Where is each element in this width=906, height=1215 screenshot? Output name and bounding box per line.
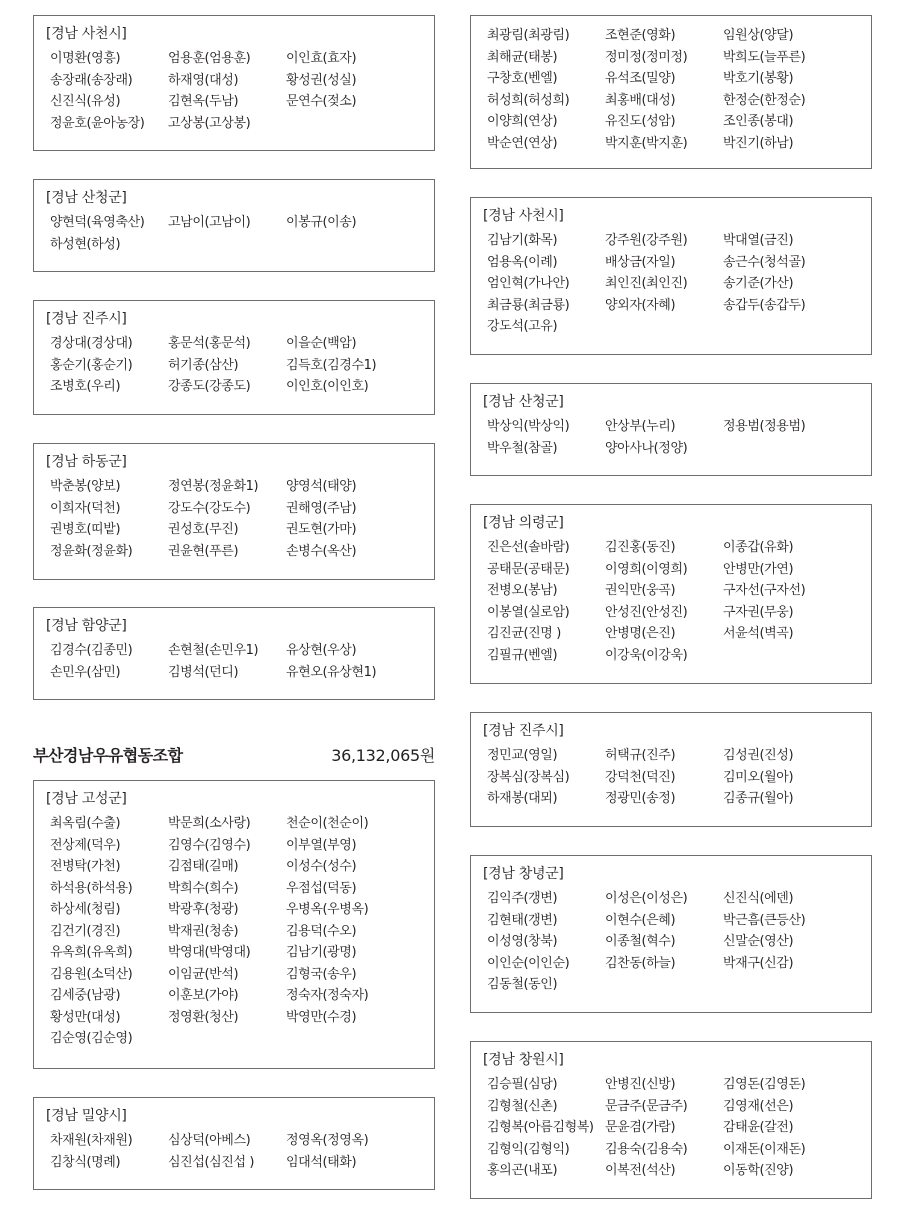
member-name: 유상현(우상) bbox=[286, 643, 357, 658]
member-name: 양외자(자혜) bbox=[605, 297, 676, 313]
region-box-jinju-2 bbox=[470, 712, 872, 827]
member-name: 신진식(유성) bbox=[50, 94, 121, 109]
member-name: 김용덕(수오) bbox=[286, 923, 357, 939]
member-name: 송장래(송장래) bbox=[50, 72, 133, 88]
member-name: 김형국(송우) bbox=[286, 966, 357, 982]
member-name: 구창호(벤엘) bbox=[487, 71, 558, 86]
member-name: 허택규(진주) bbox=[605, 748, 676, 763]
member-name: 전병오(봉남) bbox=[487, 583, 558, 598]
region-title: [경남 밀양시] bbox=[46, 1108, 127, 1124]
member-name: 이인순(이인순) bbox=[487, 955, 570, 971]
member-name: 이을순(백암) bbox=[286, 336, 357, 351]
member-name: 김진홍(동진) bbox=[605, 540, 676, 555]
member-name: 박근흠(큰등산) bbox=[723, 912, 806, 928]
member-name: 정미정(정미정) bbox=[605, 49, 688, 65]
member-name: 정용범(정용범) bbox=[723, 419, 806, 434]
member-name: 구자권(무웅) bbox=[723, 604, 794, 620]
member-name: 김남기(광명) bbox=[286, 945, 357, 960]
member-name: 허성희(허성희) bbox=[487, 92, 570, 108]
member-name: 강덕천(덕진) bbox=[605, 769, 676, 785]
region-title: [경남 산청군] bbox=[483, 394, 564, 410]
member-name: 양현덕(육영축산) bbox=[50, 215, 145, 230]
member-name: 강종도(강종도) bbox=[168, 379, 251, 394]
member-name: 김형익(김형익) bbox=[487, 1141, 570, 1157]
member-name: 하재영(대성) bbox=[168, 72, 239, 88]
member-name: 김종규(월아) bbox=[723, 791, 794, 806]
member-name: 경상대(경상대) bbox=[50, 336, 133, 351]
region-title: [경남 창녕군] bbox=[483, 866, 564, 882]
member-name: 유현오(유상현1) bbox=[286, 664, 377, 680]
member-name: 이명환(영흥) bbox=[50, 51, 121, 66]
name-grid bbox=[487, 230, 871, 338]
member-name: 김남기(화목) bbox=[487, 233, 558, 248]
member-name: 이성수(성수) bbox=[286, 859, 357, 874]
member-name: 김필규(벤엘) bbox=[487, 647, 558, 663]
region-title: [경남 의령군] bbox=[483, 515, 564, 531]
member-name: 장복심(장복심) bbox=[487, 769, 570, 785]
region-box-goseong bbox=[33, 780, 435, 1069]
member-name: 정민교(영일) bbox=[487, 748, 558, 763]
member-name: 최옥림(수출) bbox=[50, 816, 121, 831]
member-name: 조현준(영화) bbox=[605, 28, 676, 43]
member-name: 김영재(선은) bbox=[723, 1098, 794, 1114]
member-name: 이희자(덕천) bbox=[50, 500, 121, 516]
member-name: 김미오(월아) bbox=[723, 769, 794, 785]
member-name: 박문희(소사랑) bbox=[168, 816, 251, 831]
member-name: 배상금(자일) bbox=[605, 254, 676, 270]
member-name: 조인종(봉대) bbox=[723, 114, 794, 129]
member-name: 이부열(부영) bbox=[286, 837, 357, 853]
member-name: 이동학(진양) bbox=[723, 1163, 794, 1178]
member-name: 송갑두(송갑두) bbox=[723, 297, 806, 313]
member-name: 최금룡(최금룡) bbox=[487, 297, 570, 313]
member-name: 감태윤(갈전) bbox=[723, 1120, 794, 1135]
member-name: 유석조(밀양) bbox=[605, 71, 676, 86]
member-name: 김영돈(김영돈) bbox=[723, 1077, 806, 1092]
region-title: [경남 하동군] bbox=[46, 454, 127, 470]
org-name: 부산경남우유협동조합 bbox=[33, 745, 183, 765]
member-name: 이복전(석산) bbox=[605, 1163, 676, 1178]
member-name: 안병만(가연) bbox=[723, 561, 794, 577]
member-name: 엄용옥(이례) bbox=[487, 254, 558, 270]
region-title: [경남 산청군] bbox=[46, 190, 127, 206]
region-title: [경남 사천시] bbox=[46, 26, 127, 42]
region-title: [경남 창원시] bbox=[483, 1052, 564, 1068]
member-name: 심진섭(심진섭 ) bbox=[168, 1154, 255, 1170]
member-name: 이인호(이인호) bbox=[286, 379, 369, 394]
member-name: 이양희(연상) bbox=[487, 114, 558, 129]
member-name: 서윤석(벽곡) bbox=[723, 626, 794, 641]
region-title: [경남 진주시] bbox=[483, 723, 564, 739]
member-name: 박재구(신감) bbox=[723, 955, 794, 971]
member-name: 전병탁(가천) bbox=[50, 859, 121, 874]
org-header bbox=[33, 742, 435, 766]
member-name: 김익주(갱변) bbox=[487, 891, 558, 906]
member-name: 박희도(늘푸른) bbox=[723, 49, 806, 65]
member-name: 이임균(반석) bbox=[168, 966, 239, 982]
name-grid bbox=[50, 813, 434, 1050]
member-name: 송근수(청석골) bbox=[723, 254, 806, 270]
member-name: 천순이(천순이) bbox=[286, 816, 369, 831]
member-name: 김승필(심당) bbox=[487, 1077, 558, 1092]
member-name: 김용숙(김용숙) bbox=[605, 1141, 688, 1157]
region-title: [경남 고성군] bbox=[46, 791, 127, 807]
member-name: 정윤화(정윤화) bbox=[50, 543, 133, 559]
member-name: 홍문석(홍문석) bbox=[168, 336, 251, 351]
region-title: [경남 진주시] bbox=[46, 311, 127, 327]
name-grid bbox=[487, 416, 871, 459]
name-grid bbox=[50, 476, 434, 562]
member-name: 김형철(신촌) bbox=[487, 1098, 558, 1114]
member-name: 손병수(옥산) bbox=[286, 543, 357, 559]
name-grid bbox=[50, 212, 434, 255]
member-name: 진은선(솔바람) bbox=[487, 540, 570, 555]
member-name: 안병명(은진) bbox=[605, 626, 676, 641]
member-name: 하재봉(대뫼) bbox=[487, 791, 558, 806]
member-name: 고상봉(고상봉) bbox=[168, 115, 251, 131]
member-name: 최홍배(대성) bbox=[605, 92, 676, 108]
member-name: 김창식(명례) bbox=[50, 1154, 121, 1170]
member-name: 엄인혁(가나안) bbox=[487, 276, 570, 291]
member-name: 손민우(삼민) bbox=[50, 664, 121, 680]
member-name: 박대열(금진) bbox=[723, 233, 794, 248]
member-name: 양영석(태양) bbox=[286, 479, 357, 494]
member-name: 박순연(연상) bbox=[487, 135, 558, 151]
member-name: 한정순(한정순) bbox=[723, 92, 806, 108]
member-name: 박호기(봉황) bbox=[723, 71, 794, 86]
member-name: 정숙자(정숙자) bbox=[286, 988, 369, 1003]
member-name: 고남이(고남이) bbox=[168, 215, 251, 230]
member-name: 홍의곤(내포) bbox=[487, 1163, 558, 1178]
member-name: 김찬동(하늘) bbox=[605, 955, 676, 971]
member-name: 강도수(강도수) bbox=[168, 500, 251, 516]
member-name: 홍순기(홍순기) bbox=[50, 357, 133, 373]
region-box-hadong bbox=[33, 443, 435, 580]
member-name: 구자선(구자선) bbox=[723, 583, 806, 598]
member-name: 권도현(가마) bbox=[286, 522, 357, 537]
member-name: 박영만(수경) bbox=[286, 1009, 357, 1025]
member-name: 박상익(박상익) bbox=[487, 419, 570, 434]
member-name: 전상제(덕우) bbox=[50, 837, 121, 853]
member-name: 차재원(차재원) bbox=[50, 1133, 133, 1148]
org-amount: 36,132,065원 bbox=[331, 745, 435, 765]
member-name: 김영수(김영수) bbox=[168, 837, 251, 853]
member-name: 김용원(소덕산) bbox=[50, 966, 133, 982]
member-name: 권해영(주남) bbox=[286, 500, 357, 516]
member-name: 송기준(가산) bbox=[723, 276, 794, 291]
member-name: 하상세(청림) bbox=[50, 902, 121, 917]
region-title: [경남 함양군] bbox=[46, 618, 127, 634]
member-name: 최인진(최인진) bbox=[605, 276, 688, 291]
member-name: 임대석(태화) bbox=[286, 1154, 357, 1170]
member-name: 이현수(은혜) bbox=[605, 912, 676, 928]
region-box-uiryeong bbox=[470, 504, 872, 684]
member-name: 하성현(하성) bbox=[50, 236, 121, 252]
member-name: 우점섭(덕동) bbox=[286, 880, 357, 896]
member-name: 조병호(우리) bbox=[50, 379, 121, 394]
member-name: 김세중(남광) bbox=[50, 988, 121, 1003]
name-grid bbox=[50, 48, 434, 134]
member-name: 이종철(혁수) bbox=[605, 934, 676, 949]
member-name: 문윤겸(가람) bbox=[605, 1120, 676, 1135]
name-grid bbox=[487, 745, 871, 810]
member-name: 최광림(최광림) bbox=[487, 28, 570, 43]
member-name: 신말순(영산) bbox=[723, 934, 794, 949]
member-name: 김경수(김종민) bbox=[50, 643, 133, 658]
member-name: 임원상(양달) bbox=[723, 28, 794, 43]
member-name: 황성권(성실) bbox=[286, 72, 357, 88]
member-name: 신진식(에덴) bbox=[723, 891, 794, 906]
member-name: 손현철(손민우1) bbox=[168, 643, 259, 658]
member-name: 김성권(진성) bbox=[723, 748, 794, 763]
name-grid bbox=[50, 333, 434, 398]
member-name: 하석용(하석용) bbox=[50, 880, 133, 896]
member-name: 이재돈(이재돈) bbox=[723, 1141, 806, 1157]
region-title: [경남 사천시] bbox=[483, 208, 564, 224]
region-box-sancheong-2 bbox=[470, 383, 872, 476]
region-box-sacheon bbox=[33, 15, 435, 151]
member-name: 이영희(이영희) bbox=[605, 561, 688, 577]
member-name: 엄용훈(엄용훈) bbox=[168, 51, 251, 66]
region-box-changnyeong bbox=[470, 855, 872, 1013]
member-name: 정윤호(윤아농장) bbox=[50, 115, 145, 131]
member-name: 김병석(던디) bbox=[168, 664, 239, 680]
member-name: 김건기(경진) bbox=[50, 923, 121, 939]
member-name: 박재권(청송) bbox=[168, 923, 239, 939]
member-name: 문금주(문금주) bbox=[605, 1098, 688, 1114]
member-name: 유진도(성암) bbox=[605, 114, 676, 129]
region-box-jinju bbox=[33, 300, 435, 415]
member-name: 황성만(대성) bbox=[50, 1009, 121, 1025]
name-grid bbox=[50, 640, 434, 683]
member-name: 김득호(김경수1) bbox=[286, 357, 377, 373]
member-name: 박춘봉(양보) bbox=[50, 479, 121, 494]
member-name: 이인효(효자) bbox=[286, 51, 357, 66]
name-grid bbox=[50, 1130, 434, 1173]
region-box-sacheon-2 bbox=[470, 197, 872, 355]
member-name: 유옥희(유옥희) bbox=[50, 945, 133, 960]
member-name: 박진기(하남) bbox=[723, 135, 794, 151]
member-name: 이봉규(이송) bbox=[286, 215, 357, 230]
member-name: 우병옥(우병옥) bbox=[286, 902, 369, 917]
region-box-miryang bbox=[33, 1097, 435, 1190]
member-name: 양아사나(정양) bbox=[605, 440, 688, 456]
member-name: 김점태(길매) bbox=[168, 859, 239, 874]
member-name: 김형복(아름김형복) bbox=[487, 1120, 594, 1135]
member-name: 최해균(태봉) bbox=[487, 49, 558, 65]
member-name: 강도석(고유) bbox=[487, 319, 558, 334]
region-box-sancheong bbox=[33, 179, 435, 272]
member-name: 안상부(누리) bbox=[605, 419, 676, 434]
member-name: 김현태(갱변) bbox=[487, 912, 558, 928]
member-name: 이성영(창북) bbox=[487, 934, 558, 949]
name-grid bbox=[487, 1074, 871, 1182]
member-name: 정광민(송정) bbox=[605, 791, 676, 806]
member-name: 정연봉(정윤화1) bbox=[168, 479, 259, 494]
member-name: 박광후(청광) bbox=[168, 902, 239, 917]
member-name: 김순영(김순영) bbox=[50, 1031, 133, 1046]
region-box-changwon bbox=[470, 1041, 872, 1199]
member-name: 이봉열(실로암) bbox=[487, 604, 570, 620]
member-name: 정영환(청산) bbox=[168, 1009, 239, 1025]
name-grid bbox=[487, 25, 871, 154]
member-name: 김동철(동인) bbox=[487, 977, 558, 992]
member-name: 김현옥(두남) bbox=[168, 94, 239, 109]
member-name: 안성진(안성진) bbox=[605, 604, 688, 620]
member-name: 공태문(공태문) bbox=[487, 561, 570, 577]
member-name: 강주원(강주원) bbox=[605, 233, 688, 248]
name-grid bbox=[487, 537, 871, 666]
member-name: 허기종(삼산) bbox=[168, 357, 239, 373]
member-name: 박영대(박영대) bbox=[168, 945, 251, 960]
member-name: 문연수(젖소) bbox=[286, 94, 357, 109]
member-name: 김진균(진명 ) bbox=[487, 626, 561, 641]
member-name: 박지훈(박지훈) bbox=[605, 135, 688, 151]
member-name: 안병진(신방) bbox=[605, 1077, 676, 1092]
member-name: 심상덕(아베스) bbox=[168, 1133, 251, 1148]
member-name: 이종갑(유화) bbox=[723, 540, 794, 555]
region-box-hamyang bbox=[33, 607, 435, 700]
member-name: 권익만(웅곡) bbox=[605, 583, 676, 598]
member-name: 이강욱(이강욱) bbox=[605, 647, 688, 663]
member-name: 이성은(이성은) bbox=[605, 891, 688, 906]
member-name: 권병호(띠밭) bbox=[50, 522, 121, 537]
member-name: 권윤현(푸른) bbox=[168, 543, 239, 559]
region-box-continued bbox=[470, 15, 872, 169]
member-name: 이훈보(가야) bbox=[168, 988, 239, 1003]
member-name: 박우철(참골) bbox=[487, 440, 558, 456]
member-name: 박희수(희수) bbox=[168, 880, 239, 896]
name-grid bbox=[487, 888, 871, 996]
member-name: 정영옥(정영옥) bbox=[286, 1133, 369, 1148]
member-name: 권성호(무진) bbox=[168, 522, 239, 537]
